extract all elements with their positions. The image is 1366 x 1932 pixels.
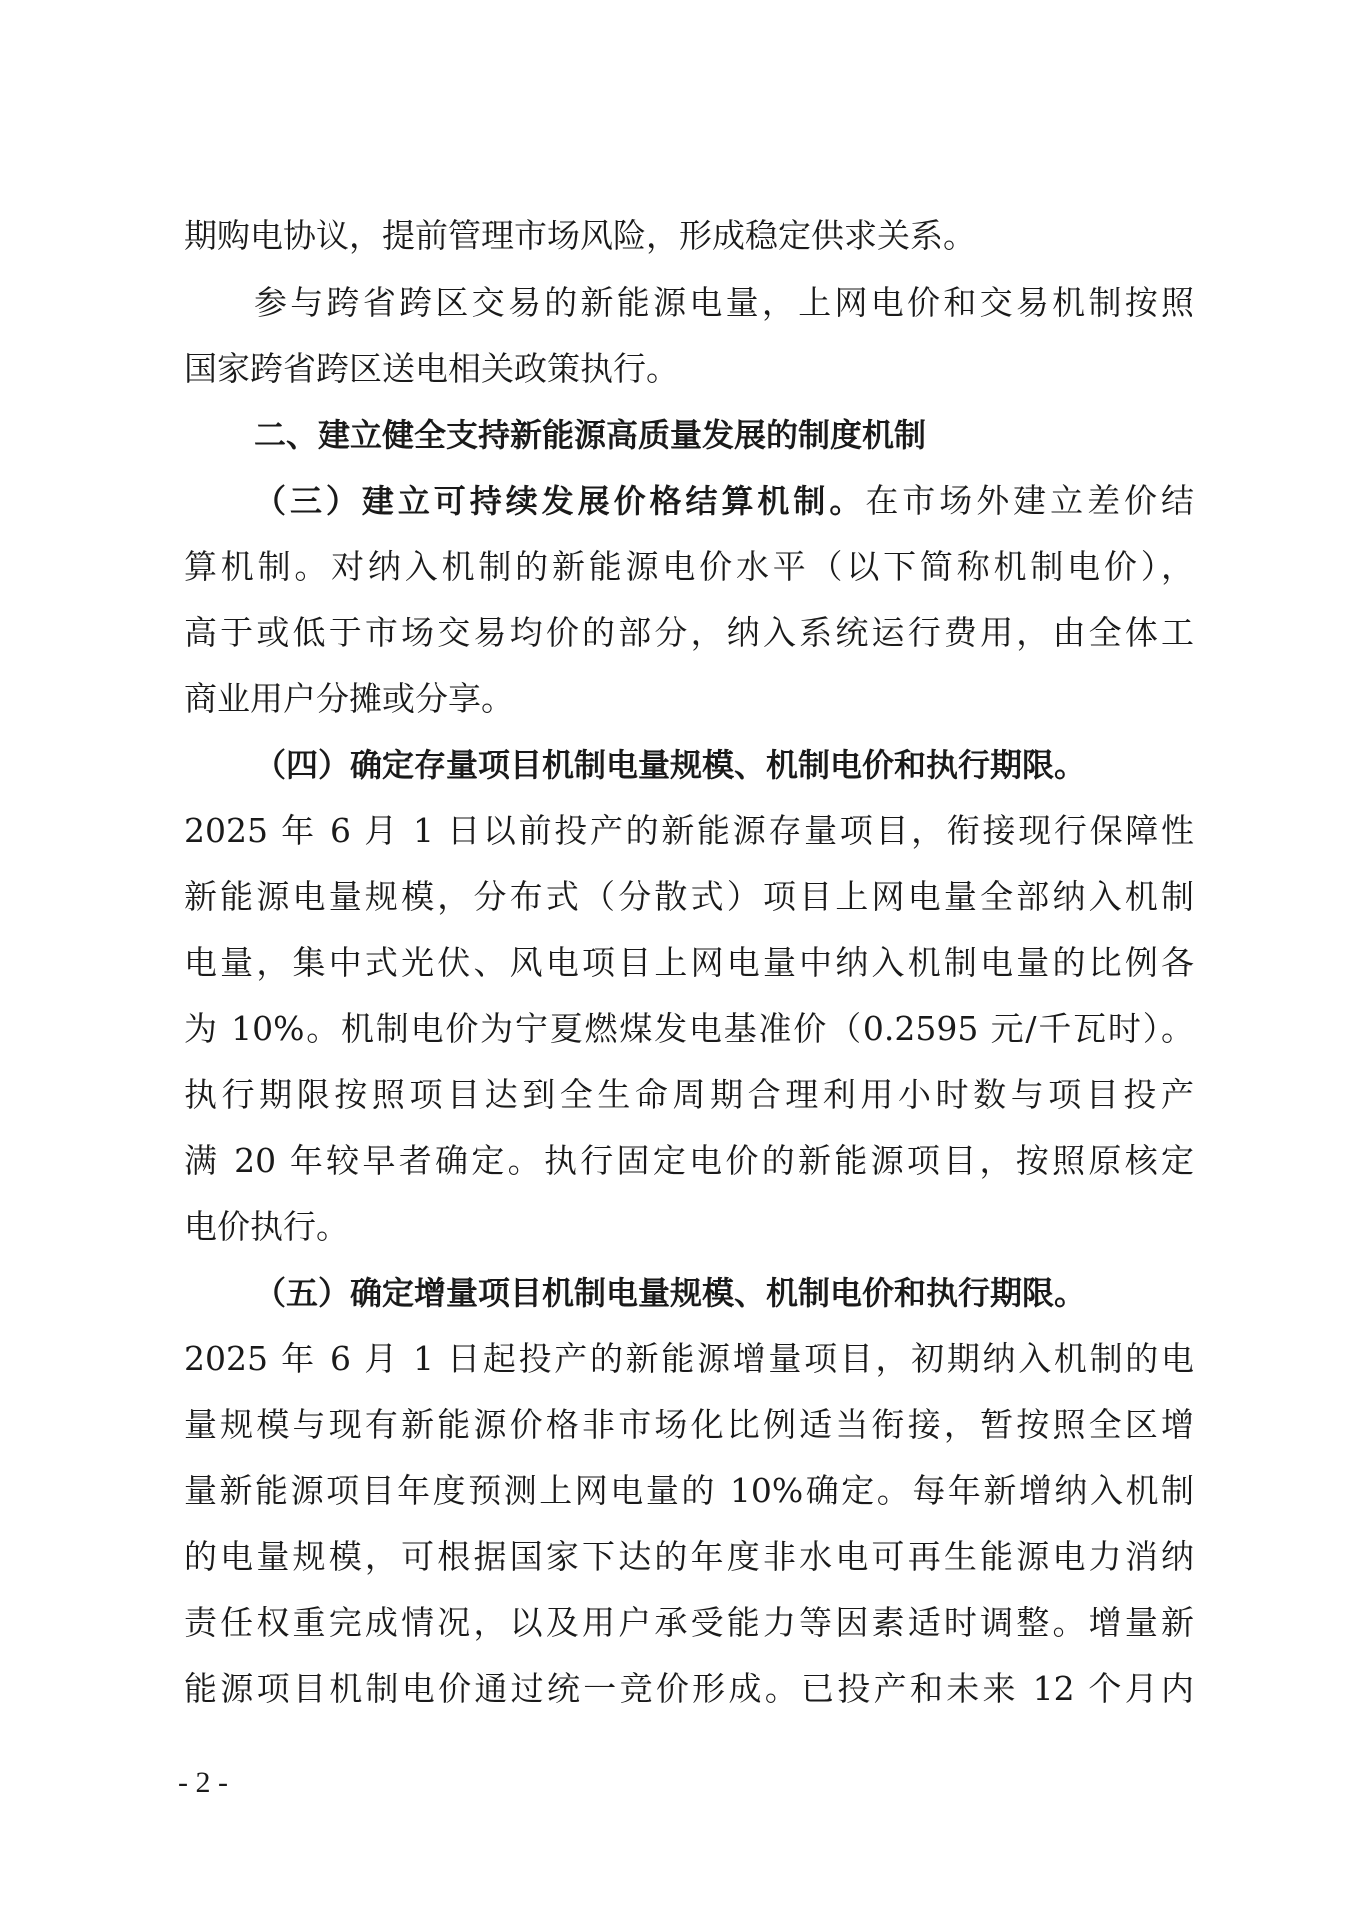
text-line: 电价执行。 [184,1207,349,1246]
text-line: 电量，集中式光伏、风电项目上网电量中纳入机制电量的比例各 [184,943,1194,982]
text-line: 能源项目机制电价通过统一竞价形成。已投产和未来 12 个月内 [184,1669,1194,1708]
text-line: 执行期限按照项目达到全生命周期合理利用小时数与项目投产 [184,1075,1194,1114]
text-line [254,481,1194,521]
text-line: 责任权重完成情况，以及用户承受能力等因素适时调整。增量新 [184,1603,1194,1642]
text-line: 的电量规模，可根据国家下达的年度非水电可再生能源电力消纳 [184,1537,1194,1576]
text-line: 商业用户分摊或分享。 [184,679,514,718]
text-span: 在市场外建立差价结 [865,481,1194,520]
subsection-heading: （四）确定存量项目机制电量规模、机制电价和执行期限。 [254,746,1087,784]
text-line: 国家跨省跨区送电相关政策执行。 [184,349,679,388]
text-line: 参与跨省跨区交易的新能源电量，上网电价和交易机制按照 [254,283,1194,322]
text-line: 量新能源项目年度预测上网电量的 10%确定。每年新增纳入机制 [184,1471,1194,1510]
subsection-heading: （三）建立可持续发展价格结算机制。 [254,482,866,520]
text-line: 期购电协议，提前管理市场风险，形成稳定供求关系。 [184,216,976,255]
page-number: - 2 - [178,1766,228,1799]
text-line: 量规模与现有新能源价格非市场化比例适当衔接，暂按照全区增 [184,1405,1194,1444]
text-line: 满 20 年较早者确定。执行固定电价的新能源项目，按照原核定 [184,1141,1194,1180]
subsection-heading: （五）确定增量项目机制电量规模、机制电价和执行期限。 [254,1274,1087,1312]
text-line: 2025 年 6 月 1 日起投产的新能源增量项目，初期纳入机制的电 [184,1339,1194,1378]
text-line: 新能源电量规模，分布式（分散式）项目上网电量全部纳入机制 [184,877,1194,916]
text-line: 2025 年 6 月 1 日以前投产的新能源存量项目，衔接现行保障性 [184,811,1194,850]
text-line: 算机制。对纳入机制的新能源电价水平（以下简称机制电价）， [184,547,1194,586]
section-heading: 二、建立健全支持新能源高质量发展的制度机制 [254,416,927,454]
text-line: 高于或低于市场交易均价的部分，纳入系统运行费用，由全体工 [184,613,1194,652]
text-line: 为 10%。机制电价为宁夏燃煤发电基准价（0.2595 元/千瓦时）。 [184,1009,1194,1048]
